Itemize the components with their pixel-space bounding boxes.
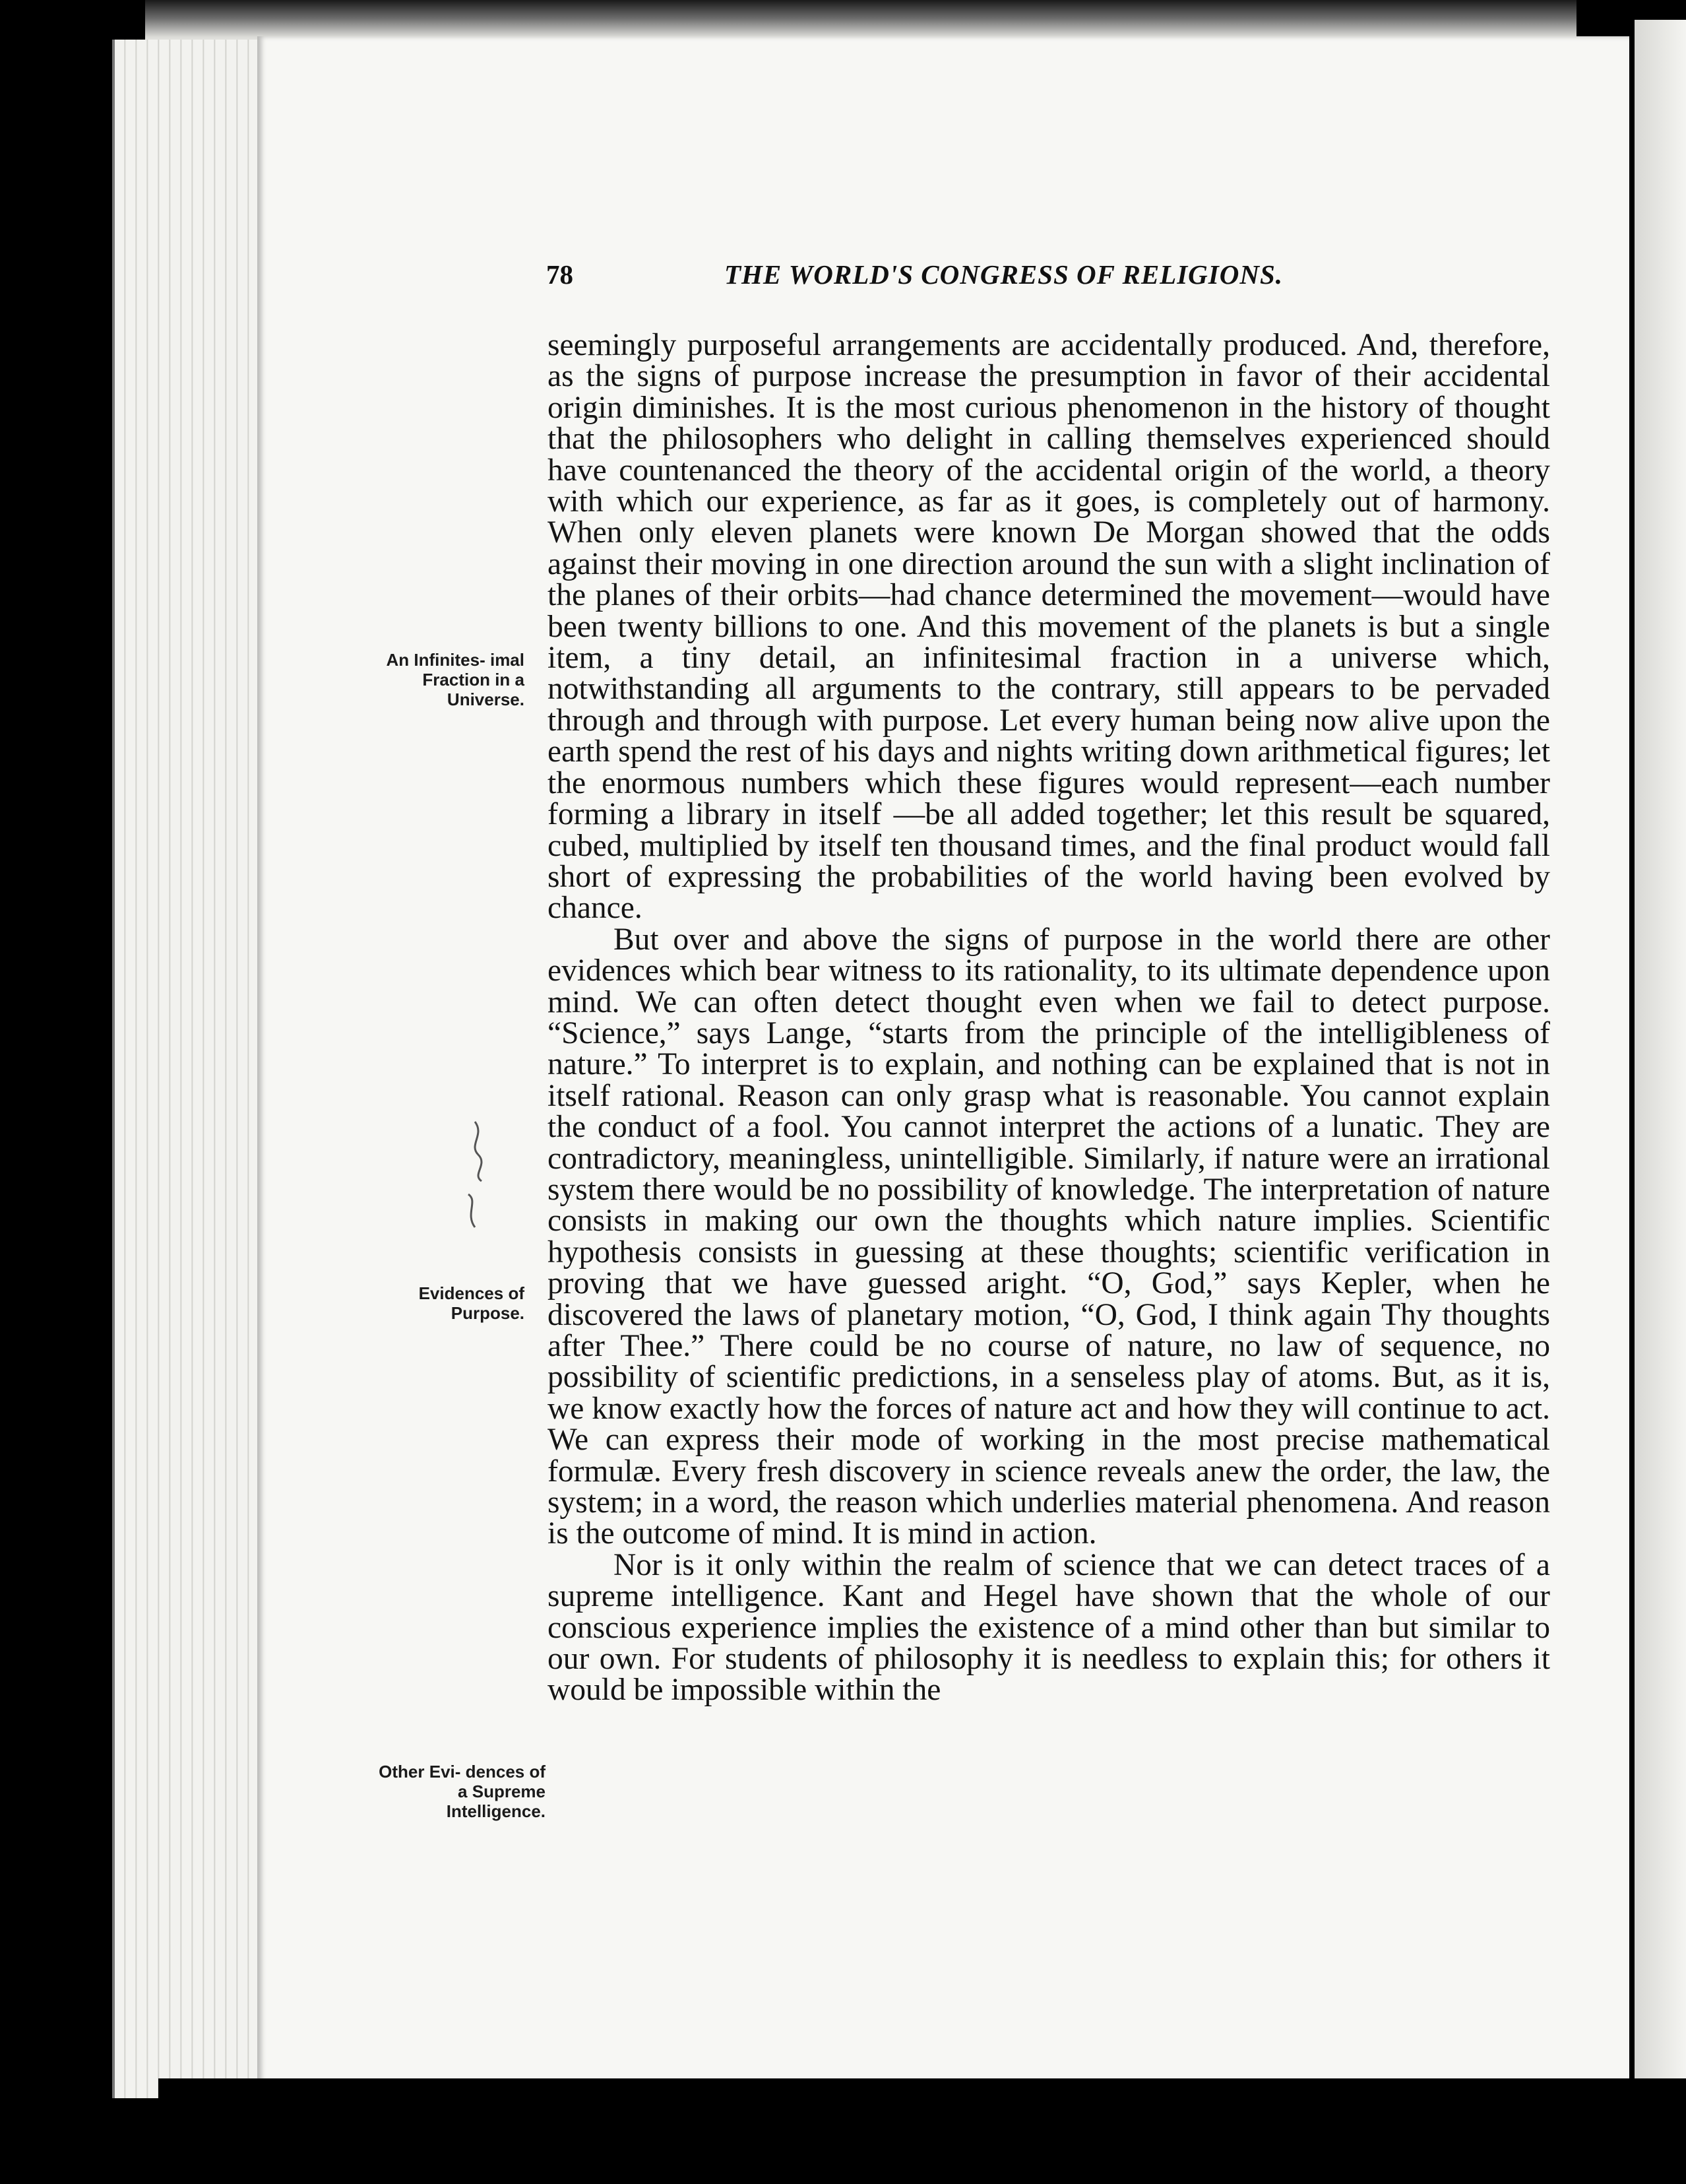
bottom-margin <box>158 2078 1686 2184</box>
paragraph-continued: seemingly purposeful arrangements are accidentally produced. And, therefore, as the signs of purpose increase the presumption in favor of their accidental origin diminishes. It is the most curious phenomenon in the history of thought that the philosophers who delight in calling themselves experienced should have countenanced the theory of the accidental origin of the world, a theory with which our experience, as far as it goes, is completely out of harmony. When only eleven planets were known De Morgan showed that the odds against their moving in one direction around the sun with a slight inclination of the planes of their orbits—had chance determined the movement—would have been twenty billions to one. And this movement of the planets is but a single item, a tiny detail, an infinitesimal fraction in a universe which, notwithstanding all arguments to the contrary, still appears to be pervaded through and through with purpose. Let every human being now alive upon the earth spend the rest of his days and nights writing down arithmetical figures; let the enormous numbers which these figures would represent—each number forming a library in itself —be all added together; let this result be squared, cubed, multiplied by itself ten thousand times, and the final product would fall short of expressing the probabilities of the world having been evolved by chance. <box>547 328 1550 926</box>
side-note-supreme-intelligence: Other Evi- dences of a Supreme Intelligence. <box>379 1762 546 1821</box>
book-right-edge <box>1635 20 1686 2098</box>
body-text <box>547 330 1550 1706</box>
running-head: THE WORLD'S CONGRESS OF RELIGIONS. <box>724 259 1284 290</box>
page-number: 78 <box>546 259 573 290</box>
page-header <box>546 259 1397 298</box>
pencil-mark-icon <box>449 1115 508 1234</box>
side-note-infinitesimal: An Infinites- imal Fraction in a Universe. <box>386 650 524 709</box>
page-edges <box>112 40 266 2098</box>
side-note-evidences-of-purpose: Evidences of Purpose. <box>418 1283 524 1323</box>
paragraph-evidences: But over and above the signs of purpose in the world there are other evidences which bear witness to its rationality, to its ultimate dependence upon mind. We can often detect thought even when we fail to detect purpose. “Science,” says Lange, “starts from the principle of the intelligibleness of nature.” To interpret is to explain, and nothing can be explained that is not in itself rational. Reason can only grasp what is reasonable. You cannot explain the conduct of a fool. You cannot interpret the actions of a lunatic. They are contradictory, meaningless, unintelligible. Similarly, if nature were an irrational system there would be no possibility of knowledge. The interpretation of nature consists in making our own the thoughts which nature implies. Scientific hypothesis consists in guessing at these thoughts; scientific verification in proving that we have guessed aright. “O, God,” says Kepler, when he discovered the laws of planetary motion, “O, God, I think again Thy thoughts after Thee.” There could be no course of nature, no law of sequence, no possibility of scientific predictions, in a senseless play of atoms. But, as it is, we know exactly how the forces of nature act and how they will continue to act. We can express their mode of working in the most precise mathematical formulæ. Every fresh discovery in science reveals anew the order, the law, the system; in a word, the reason which underlies material phenomena. And reason is the outcome of mind. It is mind in action. <box>547 922 1550 1551</box>
paragraph-other-evidences: Nor is it only within the realm of science that we can detect traces of a supreme intelligence. Kant and Hegel have shown that the whole of our conscious experience implies the existence of a mind other than but similar to our own. For students of philosophy it is needless to explain this; for others it would be impossible within the <box>547 1547 1550 1708</box>
